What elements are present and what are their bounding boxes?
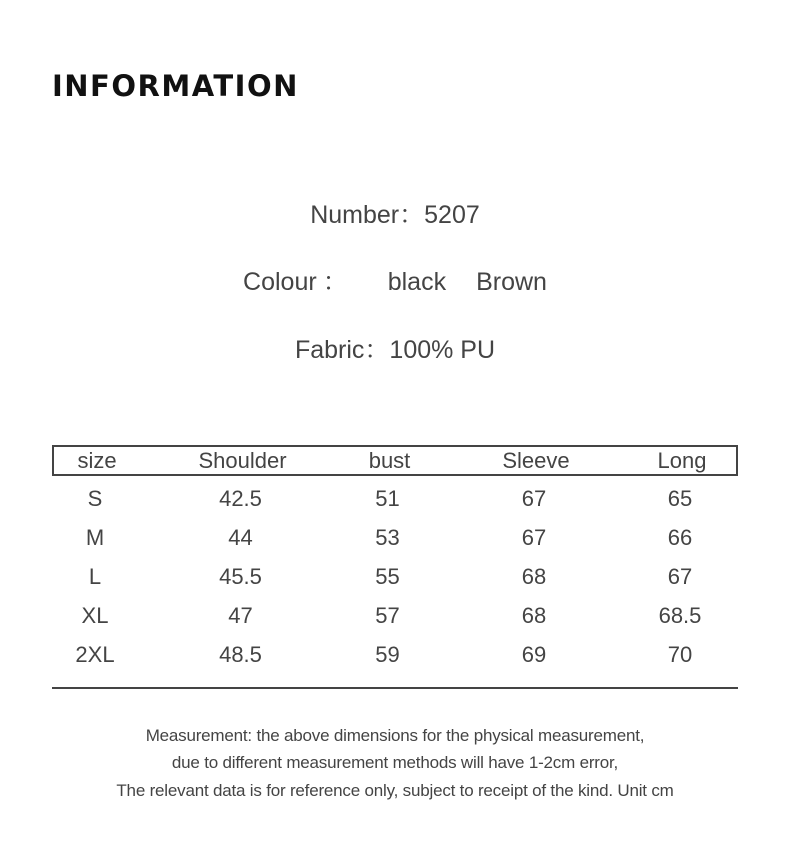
cell-shoulder: 42.5 (219, 485, 262, 511)
measurement-note-line: due to different measurement methods will have 1-2cm error, (171, 753, 619, 772)
cell-bust: 55 (375, 563, 400, 589)
colour-separator: ： (322, 268, 348, 296)
cell-shoulder: 47 (228, 602, 253, 628)
cell-long: 67 (667, 563, 693, 589)
colour-label: Colour (243, 268, 317, 296)
cell-size: S (87, 485, 103, 511)
product-fabric (0, 338, 790, 363)
page-title: INFORMATION (52, 69, 299, 103)
fabric-separator: ： (364, 336, 390, 364)
cell-sleeve: 67 (521, 524, 547, 550)
header-shoulder: Shoulder (198, 447, 287, 473)
cell-shoulder: 44 (228, 524, 253, 550)
fabric-value: 100% PU (389, 336, 496, 364)
table-body (52, 476, 738, 674)
colour-option: black (387, 268, 447, 296)
cell-bust: 57 (375, 602, 400, 628)
cell-bust: 59 (375, 641, 400, 667)
cell-sleeve: 68 (521, 602, 547, 628)
cell-size: L (88, 563, 102, 589)
cell-sleeve: 67 (521, 485, 547, 511)
cell-size: 2XL (75, 641, 115, 667)
cell-shoulder: 45.5 (219, 563, 262, 589)
fabric-label: Fabric (294, 336, 365, 364)
colour-option: Brown (476, 268, 547, 296)
header-bust: bust (368, 447, 411, 473)
table-row (52, 518, 738, 557)
cell-sleeve: 69 (521, 641, 547, 667)
cell-size: XL (81, 602, 109, 628)
cell-shoulder: 48.5 (219, 641, 262, 667)
table-row (52, 635, 738, 674)
table-row (52, 479, 738, 518)
cell-long: 65 (667, 485, 693, 511)
table-header-row (52, 445, 738, 476)
product-colours (0, 270, 790, 295)
cell-long: 70 (667, 641, 693, 667)
number-separator: ： (399, 201, 425, 229)
size-chart-table (52, 445, 738, 674)
table-bottom-divider (52, 687, 738, 689)
table-row (52, 596, 738, 635)
header-long: Long (657, 447, 707, 473)
cell-size: M (85, 524, 105, 550)
header-sleeve: Sleeve (502, 447, 570, 473)
header-size: size (77, 447, 117, 473)
cell-sleeve: 68 (521, 563, 547, 589)
number-label: Number (310, 201, 400, 229)
measurement-note-line: The relevant data is for reference only, subject to receipt of the kind. Unit cm (116, 781, 674, 800)
number-value: 5207 (424, 201, 480, 229)
table-row (52, 557, 738, 596)
measurement-note-line: Measurement: the above dimensions for the physical measurement, (145, 726, 645, 745)
product-number (0, 203, 790, 228)
cell-long: 66 (667, 524, 693, 550)
cell-bust: 53 (375, 524, 400, 550)
cell-long: 68.5 (658, 602, 702, 628)
cell-bust: 51 (375, 485, 400, 511)
